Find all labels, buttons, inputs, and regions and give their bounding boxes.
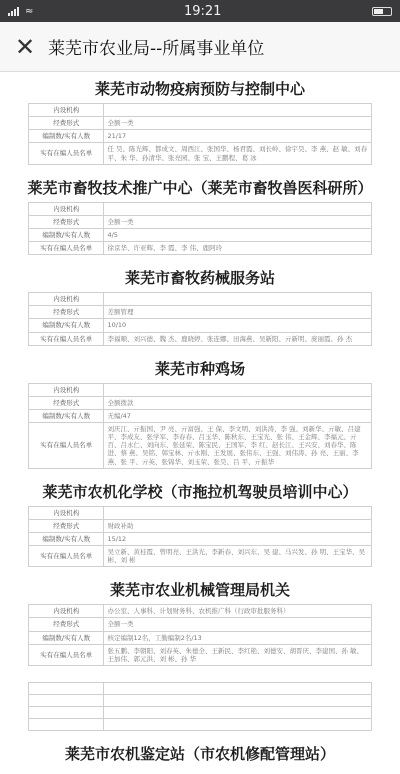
field-value: 刘庆江、亓振国、尹 亮、亓富强、王 保、李文明、刘洪涛、李 强、刘新华、亓敏、吕建平、李成友、张学军、李春春、吕玉华、陈秋东、王宝光、张 伟、王金辉、李福元、亓百、吕永仁、刘向东、张延荣、陈宝民、王国军、李 红、赵长江、王兴安、刘春华、陈进、蔡 燕、吴铭、韩宝林、亓永刚、王发展、张伟东、王强、刘伟涛、孙 亮、王丽、李 燕、张 平、亓英、张锦华、刘玉荣、张昊、吕 平、亓振华 (104, 423, 372, 469)
field-label: 内设机构 (29, 202, 104, 215)
field-label: 编制数/实有人数 (29, 319, 104, 332)
table-row (29, 644, 372, 665)
field-label (29, 706, 104, 718)
field-label: 实有在编人员名单 (29, 644, 104, 665)
org-title (0, 672, 400, 682)
org-title: 莱芜市种鸡场 (154, 359, 245, 378)
field-label: 经费形式 (29, 215, 104, 228)
title-bar (0, 22, 400, 72)
field-label: 经费形式 (29, 117, 104, 130)
table-row (29, 130, 372, 143)
table-row (29, 117, 372, 130)
field-label: 实有在编人员名单 (29, 423, 104, 469)
org-title: 莱芜市农机化学校（市拖拉机驾驶员培训中心） (42, 482, 358, 501)
field-label: 内设机构 (29, 104, 104, 117)
table-row (29, 409, 372, 422)
field-label: 编制数/实有人数 (29, 130, 104, 143)
field-label: 经费形式 (29, 618, 104, 631)
field-value: 全额一类 (104, 215, 372, 228)
org-info-table (28, 292, 372, 346)
table-row (29, 694, 372, 706)
table-row (29, 228, 372, 241)
field-value (104, 706, 372, 718)
field-value: 全额一类 (104, 117, 372, 130)
field-value: 21/17 (104, 130, 372, 143)
table-row (29, 319, 372, 332)
org-section (0, 737, 400, 774)
org-section (0, 171, 400, 262)
field-value: 4/5 (104, 228, 372, 241)
status-right (372, 7, 392, 16)
org-info-table (28, 506, 372, 568)
org-title: 莱芜市畜牧技术推广中心（莱芜市畜牧兽医科研所） (27, 178, 373, 197)
table-row (29, 423, 372, 469)
field-label (29, 718, 104, 730)
org-section (0, 261, 400, 352)
table-row (29, 242, 372, 255)
field-value: 办公室、人事科、计划财务科、农机推广科（行政审批服务科） (104, 605, 372, 618)
table-row (29, 532, 372, 545)
field-value (104, 718, 372, 730)
field-value: 吴立新、黄桂霞、曾明亮、王洪光、李新春、刘兴东、吴 建、马兴发、孙 明、王宝华、吴 彬、刘 彬 (104, 546, 372, 567)
table-row (29, 332, 372, 345)
field-value (104, 506, 372, 519)
field-label: 经费形式 (29, 306, 104, 319)
field-label: 内设机构 (29, 383, 104, 396)
field-label (29, 682, 104, 694)
field-value: 无编/47 (104, 409, 372, 422)
table-row (29, 519, 372, 532)
wifi-icon: ≈ (25, 5, 34, 17)
field-value: 李福顺、刘兴德、魏 杰、鹿晓婷、张连娜、田海燕、吴新阳、亓新明、庞丽霞、孙 杰 (104, 332, 372, 345)
field-value (104, 694, 372, 706)
table-row (29, 506, 372, 519)
signal-icon (8, 6, 19, 16)
field-label: 经费形式 (29, 396, 104, 409)
org-title: 莱芜市农机鉴定站（市农机修配管理站） (64, 744, 335, 763)
org-title: 莱芜市农业机械管理局机关 (109, 581, 290, 600)
status-time: 19:21 (183, 3, 222, 19)
field-label: 内设机构 (29, 605, 104, 618)
field-value (104, 383, 372, 396)
org-info-table (28, 682, 372, 731)
field-label: 实有在编人员名单 (29, 546, 104, 567)
battery-icon (372, 7, 392, 16)
field-value: 徐京华、许亚辉、李 霞、李 伟、鹿阿玲 (104, 242, 372, 255)
field-label: 编制数/实有人数 (29, 631, 104, 644)
field-value: 核定编制12名，工勤编制2名/13 (104, 631, 372, 644)
field-label: 经费形式 (29, 519, 104, 532)
field-label: 编制数/实有人数 (29, 228, 104, 241)
table-row (29, 605, 372, 618)
table-row (29, 546, 372, 567)
status-left (8, 6, 33, 17)
org-info-table (28, 202, 372, 256)
field-label: 实有在编人员名单 (29, 242, 104, 255)
field-value: 任 昊、陈光辉、都成文、周西江、张国华、杨君霞、刘长岭、徐宇昊、李 燕、赵 敏、刘春平、朱 华、孙清华、张亮园、张 宝、王鹏程、葛 冰 (104, 143, 372, 164)
table-row (29, 682, 372, 694)
field-label: 编制数/实有人数 (29, 409, 104, 422)
org-info-table (28, 103, 372, 165)
field-value: 财政补助 (104, 519, 372, 532)
field-value (104, 202, 372, 215)
table-row (29, 706, 372, 718)
table-row (29, 631, 372, 644)
table-row (29, 104, 372, 117)
article-content[interactable] (0, 72, 400, 763)
table-row (29, 306, 372, 319)
field-label: 内设机构 (29, 293, 104, 306)
table-row (29, 383, 372, 396)
field-value: 张五鹏、李朝阳、刘春英、朱德全、王新民、李红艳、刘德安、胡晋庆、李建国、孙 敏、王加伟、郭元洪、刘 彬、孙 华 (104, 644, 372, 665)
field-value (104, 682, 372, 694)
field-label: 实有在编人员名单 (29, 143, 104, 164)
org-section (0, 672, 400, 737)
field-label: 编制数/实有人数 (29, 532, 104, 545)
table-row (29, 202, 372, 215)
table-row (29, 143, 372, 164)
status-bar (0, 0, 400, 22)
field-value (104, 104, 372, 117)
org-section (0, 573, 400, 672)
field-value: 全额拨款 (104, 396, 372, 409)
org-section (0, 352, 400, 475)
field-value: 10/10 (104, 319, 372, 332)
org-section (0, 72, 400, 171)
table-row (29, 396, 372, 409)
table-row (29, 293, 372, 306)
field-value: 差额管理 (104, 306, 372, 319)
table-row (29, 618, 372, 631)
field-label: 内设机构 (29, 506, 104, 519)
field-value: 全额一类 (104, 618, 372, 631)
org-title: 莱芜市动物疫病预防与控制中心 (94, 80, 305, 98)
org-section (0, 475, 400, 574)
org-info-table (28, 383, 372, 469)
field-value (104, 293, 372, 306)
page-title: 莱芜市农业局--所属事业单位 (48, 39, 265, 59)
table-row (29, 215, 372, 228)
field-label (29, 694, 104, 706)
org-title: 莱芜市畜牧药械服务站 (124, 269, 275, 288)
table-row (29, 718, 372, 730)
org-info-table (28, 604, 372, 666)
field-value: 15/12 (104, 532, 372, 545)
field-label: 实有在编人员名单 (29, 332, 104, 345)
close-icon[interactable]: ✕ (14, 32, 36, 61)
